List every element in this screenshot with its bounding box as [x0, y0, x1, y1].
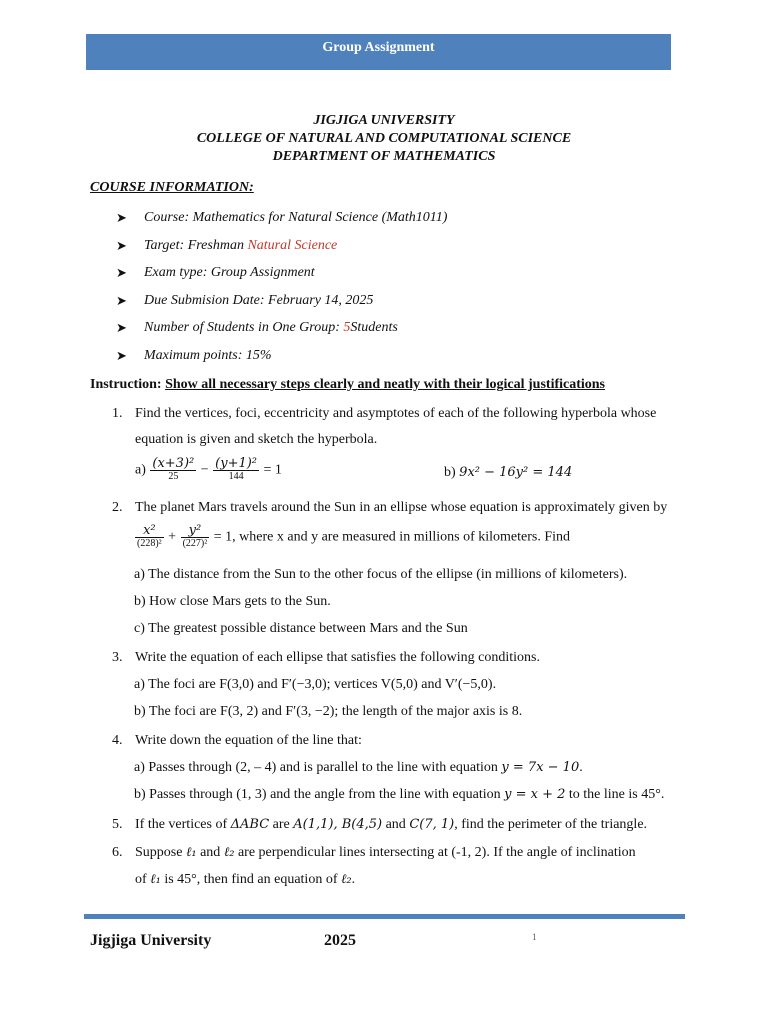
question-2c: c) The greatest possible distance between Mars and the Sun — [134, 621, 468, 636]
question-1a: a) $\frac{\text{(x+3)²}}{25}$ − $\frac{\text{(y+1)²}}{144}$ = 1 — [135, 456, 282, 482]
list-item: ➤ Maximum points: 15% — [116, 347, 272, 363]
course-info-heading: COURSE INFORMATION: — [90, 180, 254, 195]
list-item: ➤ Target: Freshman Natural Science — [116, 237, 338, 253]
list-item: ➤ Number of Students in One Group: 5 Students — [116, 320, 398, 335]
question-1-line2: equation is given and sketch the hyperbola. — [135, 432, 378, 447]
college-name: COLLEGE OF NATURAL AND COMPUTATIONAL SCIENCE — [196, 131, 572, 146]
list-item: ➤ Course: Mathematics for Natural Science (Math1011) — [116, 210, 448, 225]
header-bar — [86, 34, 671, 70]
arrow-bullet-icon: ➤ — [116, 210, 127, 225]
arrow-bullet-icon: ➤ — [116, 320, 127, 335]
footer-university: Jigjiga University — [90, 932, 212, 949]
arrow-bullet-icon: ➤ — [116, 347, 127, 363]
header-title: Group Assignment — [322, 40, 435, 55]
department-name: DEPARTMENT OF MATHEMATICS — [272, 149, 496, 164]
university-heading — [0, 112, 768, 166]
page-number: 1 — [532, 932, 537, 942]
question-2b: b) How close Mars gets to the Sun. — [134, 594, 331, 609]
question-4b: b) Passes through (1, 3) and the angle from the line with equation y = x + 2 to the line is 45°. — [134, 787, 665, 802]
arrow-bullet-icon: ➤ — [116, 237, 127, 253]
arrow-bullet-icon: ➤ — [116, 292, 127, 308]
question-6-line2: of ℓ₁ is 45°, then find an equation of ℓ₂. — [135, 872, 356, 887]
university-name: JIGJIGA UNIVERSITY — [313, 113, 455, 128]
question-4a: a) Passes through (2, – 4) and is parallel to the line with equation y = 7x − 10. — [134, 760, 583, 775]
arrow-bullet-icon: ➤ — [116, 265, 127, 280]
instruction: Instruction: Show all necessary steps clearly and neatly with their logical justifications — [90, 377, 606, 392]
list-item: ➤ Due Submision Date: February 14, 2025 — [116, 292, 374, 308]
footer-year: 2025 — [324, 932, 356, 949]
course-info-list — [116, 210, 447, 375]
question-3a: a) The foci are F(3,0) and F′(−3,0); vertices V(5,0) and V′(−5,0). — [134, 677, 497, 692]
question-1b: b) 9x² − 16y² = 144 — [444, 465, 573, 480]
question-2a: a) The distance from the Sun to the other focus of the ellipse (in millions of kilometers). — [134, 567, 628, 582]
question-3b: b) The foci are F(3, 2) and F′(3, −2); the length of the major axis is 8. — [134, 704, 523, 719]
question-2-equation: $\frac{\text{x²}}{\text{(228)²}}$ + $\frac{\text{y²}}{\text{(227)²}}$ = 1, where x and y are measured in millions of kilometers. Find — [137, 523, 571, 549]
list-item: ➤ Exam type: Group Assignment — [116, 265, 315, 280]
footer-divider — [84, 914, 685, 919]
